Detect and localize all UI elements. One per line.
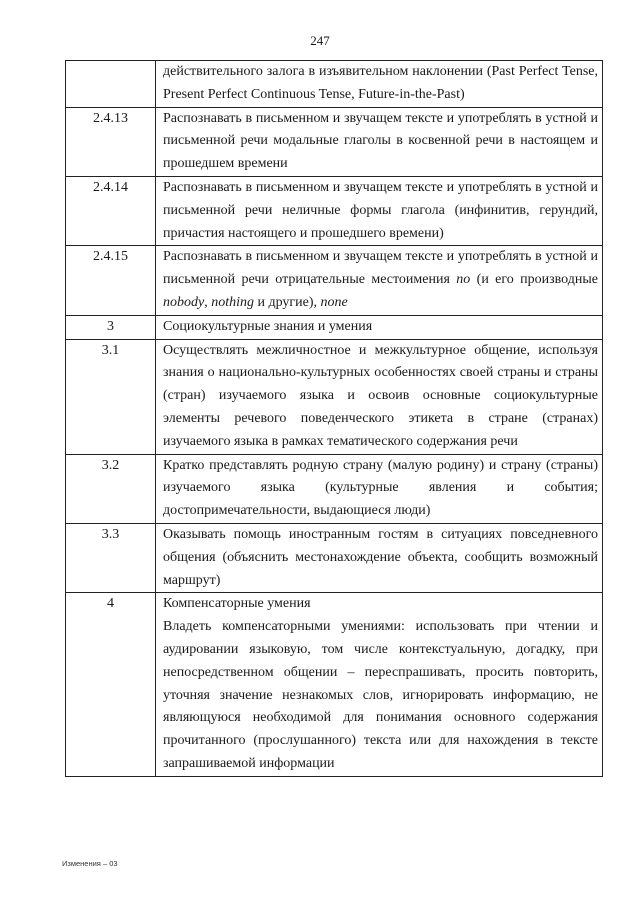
row-text: Кратко представлять родную страну (малую родину) и страну (страны) изучаемого языка (культурные явления и события; достопримечательности, выдающиеся люди) xyxy=(156,454,603,523)
text-fragment: и другие), xyxy=(254,294,321,310)
italic-term: nothing xyxy=(211,294,254,310)
row-text: Распознавать в письменном и звучащем тексте и употреблять в устной и письменной речи модальные глаголы в косвенной речи в настоящем и прошедшем времени xyxy=(156,107,603,176)
table-row xyxy=(66,454,603,523)
row-number: 2.4.13 xyxy=(66,107,156,176)
italic-term: nobody xyxy=(163,294,205,310)
row-number: 3.3 xyxy=(66,523,156,592)
table-row xyxy=(66,61,603,108)
row-text xyxy=(156,593,603,776)
table-row xyxy=(66,107,603,176)
section-body: Владеть компенсаторными умениями: использовать при чтении и аудировании языковую, том числе контекстуальную, догадку, при непосредственном общении – переспрашивать, просить повторить, уточняя значение незнакомых слов, игнорировать информацию, не являющуюся необходимой для понимания основного содержания прочитанного (прослушанного) текста или для нахождения в тексте запрашиваемой информации xyxy=(163,619,598,771)
table-row xyxy=(66,176,603,245)
section-title: Компенсаторные умения xyxy=(163,596,311,612)
row-number: 3.1 xyxy=(66,339,156,454)
row-number: 3 xyxy=(66,315,156,339)
table-row xyxy=(66,315,603,339)
table-row xyxy=(66,593,603,776)
italic-term: none xyxy=(320,294,348,310)
row-number xyxy=(66,61,156,108)
row-text xyxy=(156,246,603,315)
content-table xyxy=(65,60,603,777)
row-text: действительного залога в изъявительном наклонении (Past Perfect Tense, Present Perfect Continuous Tense, Future-in-the-Past) xyxy=(156,61,603,108)
text-fragment: Распознавать в письменном и звучащем тексте и употреблять в устной и письменной речи отрицательные местоимения xyxy=(163,249,598,288)
italic-term: no xyxy=(456,272,471,288)
row-number: 2.4.15 xyxy=(66,246,156,315)
row-text: Осуществлять межличностное и межкультурное общение, используя знания о национально-культурных особенностях своей страны и страны (стран) изучаемого языка и освоив основные социокультурные элементы речевого поведенческого этикета в стране (странах) изучаемого языка в рамках тематического содержания речи xyxy=(156,339,603,454)
row-text: Оказывать помощь иностранным гостям в ситуациях повседневного общения (объяснить местонахождение объекта, сообщить возможный маршрут) xyxy=(156,523,603,592)
row-text: Распознавать в письменном и звучащем тексте и употреблять в устной и письменной речи неличные формы глагола (инфинитив, герундий, причастия настоящего и прошедшего времени) xyxy=(156,176,603,245)
page-number: 247 xyxy=(310,33,330,48)
footer-note: Изменения – 03 xyxy=(62,859,118,868)
table-row xyxy=(66,246,603,315)
row-number: 4 xyxy=(66,593,156,776)
table-row xyxy=(66,339,603,454)
text-fragment: , xyxy=(204,294,212,310)
row-text: Социокультурные знания и умения xyxy=(156,315,603,339)
table-row xyxy=(66,523,603,592)
row-number: 2.4.14 xyxy=(66,176,156,245)
row-number: 3.2 xyxy=(66,454,156,523)
text-fragment: (и его производные xyxy=(470,272,598,288)
